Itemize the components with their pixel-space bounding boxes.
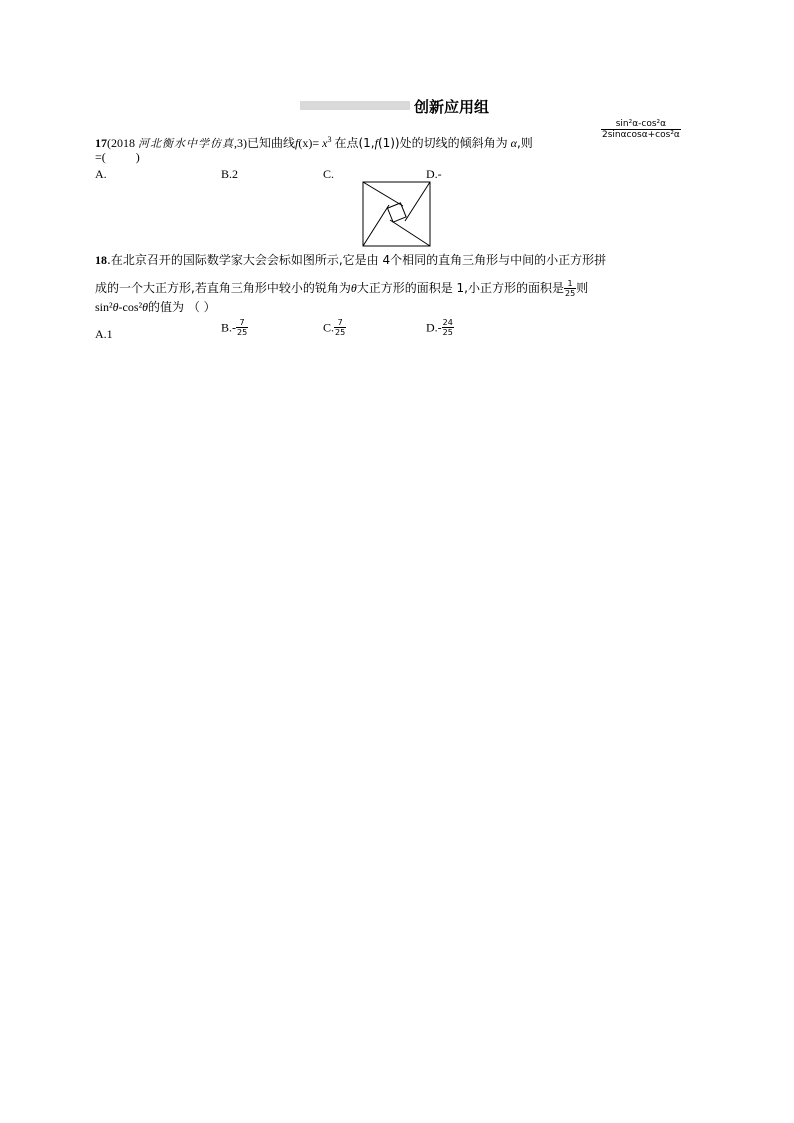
source-name: 河北衡水中学仿真 xyxy=(138,138,234,150)
option-label: D.- xyxy=(426,320,442,335)
fraction-numerator: 7 xyxy=(337,318,343,327)
function-name: f xyxy=(374,136,378,150)
option-fraction xyxy=(334,319,346,337)
option-d xyxy=(426,319,454,337)
stem-part: 已知曲线 xyxy=(247,136,296,150)
question-number: 18 xyxy=(95,253,107,267)
stem-part: 则 xyxy=(576,281,589,295)
option-c: C. xyxy=(323,167,335,181)
theta-symbol: θ xyxy=(112,300,119,314)
stem-part: .在北京召开的国际数学家大会会标如图所示,它是由 4个相同的直角三角形与中间的小正方形拼 xyxy=(107,253,607,267)
function-name: f xyxy=(295,136,299,150)
equals-open-paren: =( xyxy=(95,150,106,164)
question-18-line-2 xyxy=(95,279,588,298)
option-d: D.- xyxy=(426,167,442,181)
variable-x: x xyxy=(322,136,328,150)
inner-square xyxy=(388,203,407,222)
fraction-denominator: 2sinαcosα+cos²α xyxy=(602,130,680,140)
stem-part: -cos² xyxy=(118,300,143,314)
stem-part: 的值为 （ ） xyxy=(148,300,216,314)
question-17-stem xyxy=(95,134,533,151)
source-close: ,3) xyxy=(234,136,247,150)
function-arg: (x)= xyxy=(298,136,323,150)
section-title-bar xyxy=(300,101,410,110)
theta-symbol: θ xyxy=(350,281,357,295)
area-fraction xyxy=(564,280,576,298)
theta-symbol: θ xyxy=(142,300,149,314)
alpha-symbol: α xyxy=(510,136,517,150)
option-b: B.2 xyxy=(221,167,239,181)
section-title: 创新应用组 xyxy=(414,98,490,116)
fraction-numerator: 7 xyxy=(239,318,245,327)
question-18-line-3 xyxy=(95,298,216,315)
exponent: 3 xyxy=(327,135,332,144)
stem-part: sin² xyxy=(95,300,113,314)
option-b xyxy=(221,319,248,337)
triangle-edge xyxy=(363,205,389,246)
triangle-edge xyxy=(390,220,430,246)
fraction-numerator: sin²α-cos²α xyxy=(615,119,667,129)
fraction-numerator: 1 xyxy=(567,278,573,288)
option-label: B.- xyxy=(221,320,236,335)
close-paren: ) xyxy=(135,150,140,164)
option-label: C. xyxy=(323,320,335,335)
fraction-denominator: 25 xyxy=(335,328,346,337)
stem-part: 成的一个大正方形,若直角三角形中较小的锐角为 xyxy=(95,281,351,295)
option-a: A. xyxy=(95,167,107,181)
stem-part: ,则 xyxy=(516,136,533,150)
outer-square xyxy=(363,182,430,246)
fraction-denominator: 25 xyxy=(565,288,576,298)
stem-part: 在点(1, xyxy=(334,136,375,150)
fraction-denominator: 25 xyxy=(442,328,453,337)
stem-part: (1))处的切线的倾斜角为 xyxy=(377,136,508,150)
pinwheel-square-figure xyxy=(362,181,432,248)
option-fraction xyxy=(442,319,454,337)
option-a: A.1 xyxy=(95,327,113,341)
question-number: 17 xyxy=(95,136,107,150)
triangle-edge xyxy=(405,182,430,221)
fraction-numerator: 24 xyxy=(442,318,453,327)
answer-paren xyxy=(95,150,140,165)
option-fraction xyxy=(236,319,248,337)
option-c xyxy=(323,319,346,337)
source-open: (2018 xyxy=(107,136,135,150)
question-18-line-1 xyxy=(95,251,606,268)
expression-fraction xyxy=(601,120,681,140)
triangle-edge xyxy=(363,182,403,206)
fraction-denominator: 25 xyxy=(237,328,248,337)
stem-part: 大正方形的面积是 1,小正方形的面积是 xyxy=(356,281,564,295)
